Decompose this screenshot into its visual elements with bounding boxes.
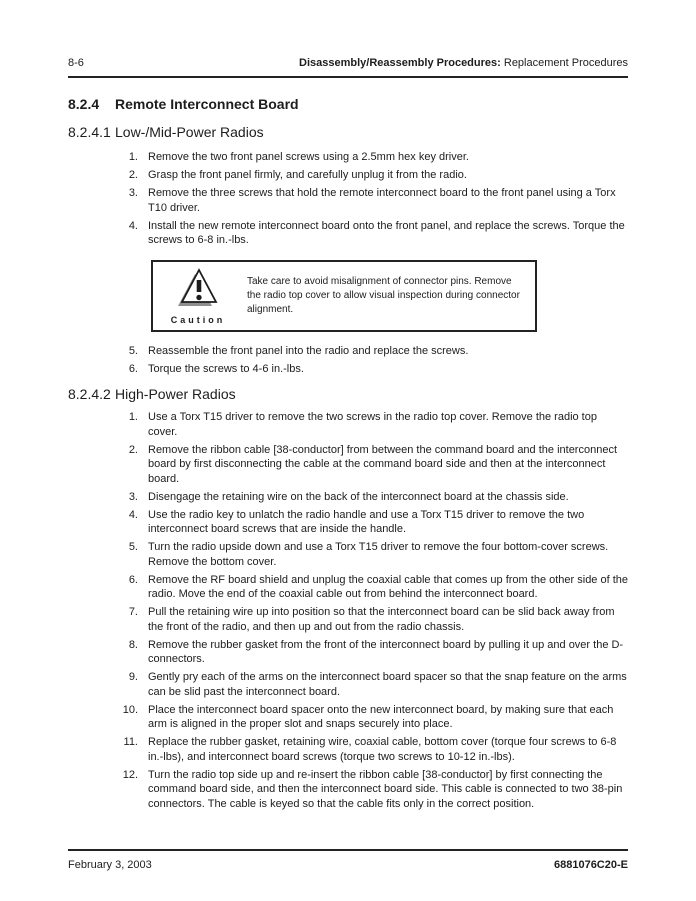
procedure-step <box>68 670 628 699</box>
step-text: Turn the radio upside down and use a Torx T15 driver to remove the four bottom-cover screws. Remove the bottom cover. <box>148 541 609 568</box>
subsection-heading-high-power <box>68 386 628 402</box>
step-text: Remove the rubber gasket from the front of the interconnect board by pulling it up and over the D-connectors. <box>148 638 624 665</box>
section-title: Remote Interconnect Board <box>115 96 299 112</box>
procedure-step <box>68 362 628 377</box>
step-number: 4. <box>128 219 138 232</box>
step-text: Place the interconnect board spacer onto the new interconnect board, by making sure that each arm is aligned in the proper slot and snaps securely into place. <box>148 703 614 730</box>
procedure-step <box>68 508 628 537</box>
step-text: Remove the three screws that hold the remote interconnect board to the front panel using a Torx T10 driver. <box>148 187 616 214</box>
footer-date: February 3, 2003 <box>68 859 152 871</box>
procedure-step <box>68 768 628 812</box>
subsection-number: 8.2.4.2 <box>68 386 111 402</box>
step-number: 6. <box>128 362 138 375</box>
procedure-step <box>68 703 628 732</box>
step-number: 3. <box>128 187 138 199</box>
page-header <box>68 56 628 78</box>
step-text: Turn the radio top side up and re-insert the ribbon cable [38-conductor] by first connecting the command board side, and then the interconnect board side. This cable is connected to two 38-pin connectors. The cable is keyed so that the cable fits only in the correct position. <box>148 768 623 810</box>
step-number: 12. <box>122 768 138 781</box>
step-number: 5. <box>128 541 138 553</box>
step-text: Torque the screws to 4-6 in.-lbs. <box>148 362 304 375</box>
caution-box <box>151 260 537 332</box>
procedure-step <box>68 735 628 764</box>
procedure-step <box>68 186 628 215</box>
procedure-step <box>68 605 628 634</box>
steps-list-low-mid-power <box>68 150 628 248</box>
steps-list-high-power <box>68 410 628 811</box>
step-text: Grasp the front panel firmly, and carefully unplug it from the radio. <box>148 169 467 181</box>
step-text: Use a Torx T15 driver to remove the two screws in the radio top cover. Remove the radio top cover. <box>148 411 597 438</box>
steps-list-low-mid-power-continued <box>68 344 628 377</box>
step-text: Remove the two front panel screws using a 2.5mm hex key driver. <box>148 151 469 163</box>
procedure-step <box>68 443 628 487</box>
step-number: 7. <box>128 606 138 618</box>
procedure-step <box>68 410 628 439</box>
procedure-step <box>68 219 628 248</box>
procedure-step <box>68 344 628 359</box>
caution-icon-block <box>169 267 227 325</box>
step-number: 1. <box>128 151 138 163</box>
warning-triangle-icon <box>176 267 220 309</box>
procedure-step <box>68 638 628 667</box>
section-heading <box>68 96 628 112</box>
step-text: Remove the RF board shield and unplug the coaxial cable that comes up from the other side of the radio. Move the end of the coaxial cable out from behind the interconnect board. <box>148 573 629 600</box>
procedure-step <box>68 168 628 183</box>
running-header <box>299 56 628 70</box>
subsection-title: Low-/Mid-Power Radios <box>115 124 264 140</box>
step-number: 2. <box>128 443 138 456</box>
step-number: 2. <box>128 169 138 181</box>
step-text: Pull the retaining wire up into position so that the interconnect board can be slid back away from the front of the radio, and then up and out from the radio chassis. <box>148 606 615 633</box>
procedure-step <box>68 490 628 505</box>
subsection-heading-low-mid-power <box>68 124 628 140</box>
procedure-step <box>68 540 628 569</box>
running-header-regular: Replacement Procedures <box>500 57 628 69</box>
step-number: 1. <box>128 411 138 423</box>
step-number: 3. <box>128 490 138 503</box>
step-text: Disengage the retaining wire on the back of the interconnect board at the chassis side. <box>148 490 569 503</box>
step-number: 11. <box>123 736 138 748</box>
step-text: Reassemble the front panel into the radio and replace the screws. <box>148 344 469 357</box>
step-text: Remove the ribbon cable [38-conductor] from between the command board and the interconnect board by first disconnecting the cable at the command board side and then at the interconnect board. <box>148 443 617 485</box>
step-number: 4. <box>128 508 138 521</box>
page-number: 8-6 <box>68 57 84 69</box>
page-footer <box>68 849 628 872</box>
procedure-step <box>68 150 628 165</box>
caution-text: Take care to avoid misalignment of connector pins. Remove the radio top cover to allow visual inspection during connector alignment. <box>247 275 520 315</box>
caution-label: Caution <box>170 314 226 325</box>
footer-doc-number: 6881076C20-E <box>553 859 628 871</box>
subsection-number: 8.2.4.1 <box>68 124 111 140</box>
section-number: 8.2.4 <box>68 96 100 112</box>
step-number: 5. <box>128 344 138 357</box>
subsection-title: High-Power Radios <box>115 386 236 402</box>
running-header-bold: Disassembly/Reassembly Procedures: <box>299 57 501 69</box>
step-text: Use the radio key to unlatch the radio handle and use a Torx T15 driver to remove the two interconnect board screws that are inside the handle. <box>148 508 585 535</box>
step-text: Gently pry each of the arms on the interconnect board spacer so that the snap feature on the arms can be slid past the interconnect board. <box>148 671 627 698</box>
step-text: Install the new remote interconnect board onto the front panel, and replace the screws. Torque the screws to 6-8 in.-lbs. <box>148 219 625 246</box>
step-number: 6. <box>128 573 138 586</box>
step-text: Replace the rubber gasket, retaining wire, coaxial cable, bottom cover (torque four screws to 6-8 in.-lbs), and interconnect board screws (torque two screws to 10-12 in.-lbs). <box>148 736 617 763</box>
procedure-step <box>68 573 628 602</box>
step-number: 10. <box>122 703 138 716</box>
step-number: 8. <box>128 638 138 651</box>
step-number: 9. <box>128 671 138 683</box>
